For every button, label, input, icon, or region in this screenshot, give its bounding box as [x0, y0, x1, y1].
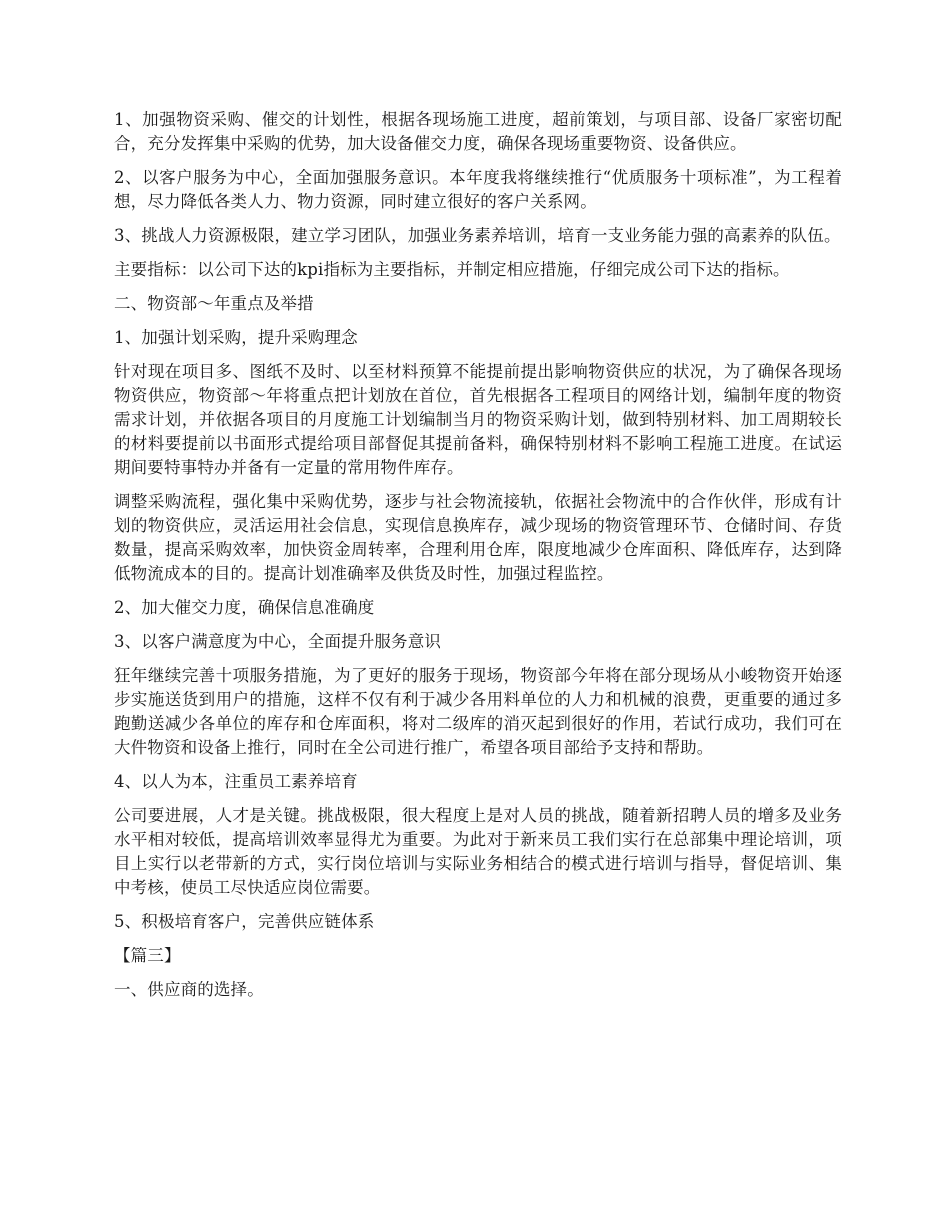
document-body	[114, 108, 842, 1012]
paragraph-3: 3、挑战人力资源极限，建立学习团队，加强业务素养培训，培育一支业务能力强的高素养的队伍。	[114, 226, 841, 245]
paragraph-2: 2、以客户服务为中心，全面加强服务意识。本年度我将继续推行“优质服务十项标准”，为工程着想，尽力降低各类人力、物力资源，同时建立很好的客户关系网。	[114, 168, 842, 211]
subheading-customer-satisfaction: 3、以客户满意度为中心，全面提升服务意识	[114, 632, 441, 651]
section-heading-2: 二、物资部～年重点及举措	[114, 294, 314, 313]
section-heading-supplier-selection: 一、供应商的选择。	[114, 980, 264, 999]
paragraph-training-details: 公司要进展，人才是关键。挑战极限，很大程度上是对人员的挑战，随着新招聘人员的增多及业务水平相对较低，提高培训效率显得尤为重要。为此对于新来员工我们实行在总部集中理论培训，项目上实行以老带新的方式，实行岗位培训与实际业务相结合的模式进行培训与指导，督促培训、集中考核，使员工尽快适应岗位需要。	[114, 806, 842, 897]
paragraph-process-adjustment: 调整采购流程，强化集中采购优势，逐步与社会物流接轨，依据社会物流中的合作伙伴，形成有计划的物资供应，灵活运用社会信息，实现信息换库存，减少现场的物资管理环节、仓储时间、存货数量，提高采购效率，加快资金周转率，合理利用仓库，限度地减少仓库面积、降低库存，达到降低物流成本的目的。提高计划准确率及供货及时性，加强过程监控。	[114, 492, 842, 583]
subheading-staff-training: 4、以人为本，注重员工素养培育	[114, 772, 358, 791]
paragraph-1: 1、加强物资采购、催交的计划性，根据各现场施工进度，超前策划，与项目部、设备厂家密切配合，充分发挥集中采购的优势，加大设备催交力度，确保各现场重要物资、设备供应。	[114, 110, 842, 153]
section-label-part-three: 【篇三】	[114, 946, 181, 965]
paragraph-service-measures: 狂年继续完善十项服务措施，为了更好的服务于现场，物资部今年将在部分现场从小峻物资开始逐步实施送货到用户的措施，这样不仅有利于减少各用料单位的人力和机械的浪费，更重要的通过多跑勤送减少各单位的库存和仓库面积，将对二级库的消灭起到很好的作用，若试行成功，我们可在大件物资和设备上推行，同时在全公司进行推广，希望各项目部给予支持和帮助。	[114, 666, 842, 757]
subheading-expediting: 2、加大催交力度，确保信息准确度	[114, 598, 375, 617]
subheading-planned-procurement: 1、加强计划采购，提升采购理念	[114, 328, 358, 347]
subheading-supply-chain: 5、积极培育客户，完善供应链体系	[114, 912, 375, 931]
paragraph-plan-details: 针对现在项目多、图纸不及时、以至材料预算不能提前提出影响物资供应的状况，为了确保各现场物资供应，物资部～年将重点把计划放在首位，首先根据各工程项目的网络计划，编制年度的物资需求计划，并依据各项目的月度施工计划编制当月的物资采购计划，做到特别材料、加工周期较长的材料要提前以书面形式提给项目部督促其提前备料，确保特别材料不影响工程施工进度。在试运期间要特事特办并备有一定量的常用物件库存。	[114, 362, 842, 477]
paragraph-main-indicators: 主要指标：以公司下达的kpi指标为主要指标，并制定相应措施，仔细完成公司下达的指标。	[114, 260, 790, 279]
